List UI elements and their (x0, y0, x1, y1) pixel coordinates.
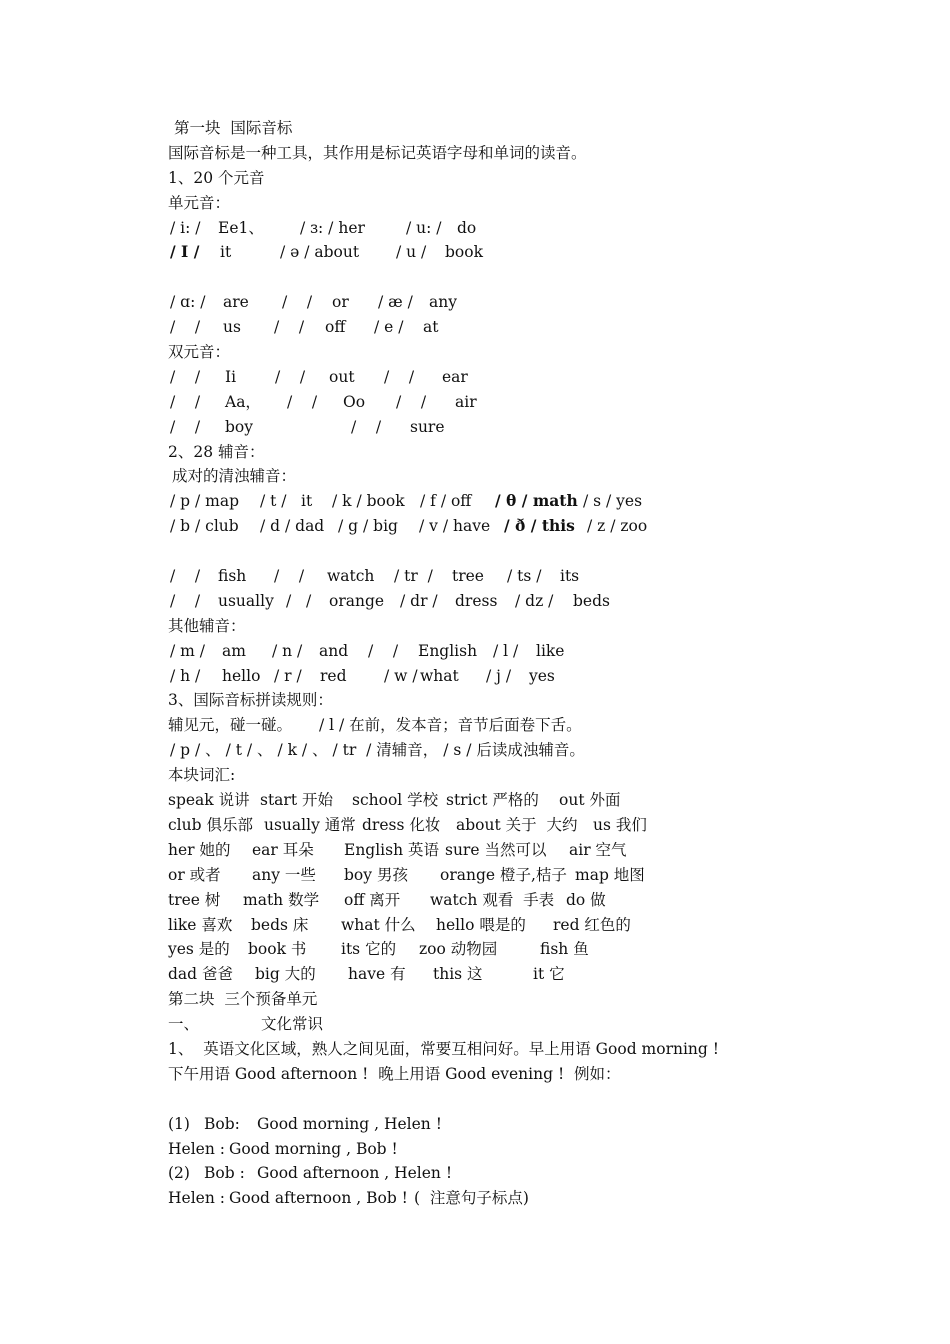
text-segment: like 喜欢 (168, 915, 233, 934)
text-segment: usually (218, 591, 274, 610)
text-line (168, 514, 928, 539)
text-line (168, 216, 928, 241)
text-segment: air 空气 (569, 840, 627, 859)
text-line (168, 913, 928, 938)
text-segment: 双元音： (168, 343, 231, 362)
text-segment: sure 当然可以 (445, 840, 547, 859)
document-body (168, 116, 928, 1211)
text-line (168, 688, 928, 713)
text-line (168, 116, 928, 141)
text-segment: / / (275, 367, 306, 386)
text-line (168, 838, 928, 863)
text-segment: / / (282, 293, 313, 312)
text-segment: dress (455, 591, 498, 610)
text-line (168, 937, 928, 962)
text-segment: beds (573, 591, 610, 610)
text-line (168, 664, 928, 689)
text-segment: it 它 (533, 965, 565, 984)
text-line (168, 962, 928, 987)
text-segment: like (536, 641, 565, 660)
text-segment: / I / (170, 242, 200, 262)
text-segment: / / (287, 392, 318, 411)
text-segment: strict 严格的 (446, 791, 539, 810)
text-segment: / w / (384, 666, 418, 685)
text-segment: Good afternoon , Bob ! (229, 1189, 408, 1208)
text-segment: / u / (396, 243, 427, 262)
text-segment: sure (410, 417, 445, 436)
text-line (168, 713, 928, 738)
text-line (168, 564, 928, 589)
text-segment: / æ / (378, 293, 413, 312)
text-segment: dress 化妆 (362, 815, 441, 834)
text-segment: us (223, 318, 241, 337)
text-segment: / / (274, 567, 305, 586)
text-line (168, 440, 928, 465)
text-line (168, 365, 928, 390)
text-line (168, 863, 928, 888)
text-line (168, 464, 928, 489)
text-segment: / / (274, 318, 305, 337)
text-segment: Helen : (168, 1189, 225, 1208)
text-segment: / s / yes (583, 492, 643, 511)
text-segment: zoo 动物园 (419, 940, 498, 959)
text-segment: yes 是的 (168, 940, 230, 959)
text-segment: Aa， (225, 392, 261, 411)
text-segment: / d / dad (260, 517, 325, 536)
text-segment: fish (218, 567, 247, 586)
text-segment: out (329, 367, 355, 386)
text-segment: / / (170, 392, 201, 411)
text-segment: any 一些 (252, 865, 316, 884)
text-segment: / / (170, 591, 201, 610)
text-segment: / / (351, 417, 382, 436)
text-segment: 第二块 三个预备单元 (168, 990, 318, 1009)
text-segment: / m / (170, 641, 205, 660)
text-line (168, 539, 928, 564)
text-segment: / v / have (419, 517, 491, 536)
text-segment: / i: / (170, 218, 201, 237)
text-segment: off 离开 (344, 890, 401, 909)
text-segment: 成对的清浊辅音： (172, 467, 297, 486)
text-segment: hello 喂是的 (436, 915, 526, 934)
text-segment: yes (529, 666, 555, 685)
text-line (168, 489, 928, 514)
text-segment: 下午用语 Good afternoon ! 晚上用语 Good evening ! 例如： (168, 1064, 621, 1083)
text-segment: Ii (225, 367, 237, 386)
text-segment: / l / (493, 641, 519, 660)
text-segment: it (301, 492, 313, 511)
text-segment: 其他辅音： (168, 616, 246, 635)
text-line (168, 340, 928, 365)
text-segment: 第一块 国际音标 (174, 119, 293, 137)
text-segment: / / (170, 367, 201, 386)
text-segment: 2、28 辅音： (168, 442, 265, 461)
text-segment: / ɑ: / (170, 293, 206, 312)
text-segment: watch (327, 567, 375, 586)
text-segment: 本块词汇: (168, 766, 236, 785)
text-segment: English (418, 641, 478, 660)
text-segment: watch 观看 手表 (430, 890, 555, 909)
text-segment: do (457, 218, 477, 237)
text-segment: tree (452, 567, 484, 586)
text-segment: / dr / (400, 591, 438, 610)
text-line (168, 390, 928, 415)
text-line (168, 1161, 928, 1186)
text-line (168, 141, 928, 166)
text-segment: / / (368, 641, 399, 660)
text-segment: book 书 (248, 940, 307, 959)
text-segment: fish 鱼 (540, 940, 589, 959)
text-segment: / / (384, 367, 415, 386)
text-segment: Bob: (204, 1114, 240, 1133)
text-segment: / / (170, 318, 201, 337)
text-line (168, 290, 928, 315)
text-line (168, 1012, 928, 1037)
text-segment: / t / (260, 492, 287, 511)
text-segment: orange 橙子,桔子 (440, 865, 567, 884)
text-segment: boy (225, 417, 254, 436)
text-segment: am (222, 641, 246, 660)
text-segment: tree 树 (168, 890, 221, 909)
text-segment: school 学校 (352, 791, 439, 810)
text-segment: 一、 (168, 1015, 200, 1034)
text-segment: / b / club (170, 517, 239, 536)
text-segment: are (223, 293, 249, 312)
text-line (168, 589, 928, 614)
text-segment: / j / (486, 666, 512, 685)
text-segment: air (455, 392, 477, 411)
text-segment: / θ / math (495, 491, 578, 511)
text-segment: book (445, 243, 483, 262)
text-segment: hello (222, 666, 261, 685)
text-segment: red (320, 666, 347, 685)
text-segment: Oo (343, 392, 366, 411)
text-segment: / z / zoo (587, 517, 648, 536)
text-segment: / / (396, 392, 427, 411)
text-line (168, 166, 928, 191)
text-line (168, 1037, 928, 1062)
text-segment: 单元音： (168, 193, 231, 212)
text-segment: / n / (272, 641, 303, 660)
text-line (168, 639, 928, 664)
text-segment: 国际音标是一种工具，其作用是标记英语字母和单词的读音。 (168, 143, 587, 162)
text-segment: out 外面 (559, 791, 621, 810)
text-segment: map 地图 (575, 865, 645, 884)
text-segment: it (220, 243, 232, 262)
text-segment: (1) (168, 1114, 190, 1133)
text-segment: 文化常识 (261, 1015, 324, 1034)
text-segment: start 开始 (260, 791, 333, 810)
text-segment: usually 通常 (264, 815, 356, 834)
text-segment: Helen : (168, 1139, 225, 1158)
text-segment: / r / (274, 666, 302, 685)
text-segment: its (560, 567, 580, 586)
text-segment: about 关于 大约 (456, 815, 578, 834)
text-segment: Ee1、 (218, 218, 264, 237)
text-line (168, 240, 928, 265)
text-line (168, 614, 928, 639)
text-segment: / / (170, 567, 201, 586)
text-segment: / h / (170, 666, 201, 685)
text-segment: what (420, 666, 459, 685)
text-line (168, 1062, 928, 1087)
text-segment: at (423, 318, 439, 337)
text-segment: off (325, 318, 346, 337)
text-segment: club 俱乐部 (168, 815, 253, 834)
text-segment: beds 床 (251, 915, 309, 934)
text-line (168, 1112, 928, 1137)
text-segment: / / (286, 591, 312, 610)
text-segment: or 或者 (168, 865, 221, 884)
text-segment: math 数学 (243, 890, 320, 909)
text-segment: / g / big (338, 517, 398, 536)
text-segment: / ts / (507, 567, 542, 586)
text-segment: / l / 在前，发本音；音节后面卷下舌。 (319, 716, 582, 735)
text-segment: / dz / (515, 591, 554, 610)
text-segment: or (332, 293, 349, 312)
text-segment: this 这 (433, 965, 483, 984)
text-segment: any (429, 293, 457, 312)
text-segment: Bob : (204, 1164, 245, 1183)
text-line (168, 1087, 928, 1112)
text-segment: 辅见元，碰一碰。 (168, 716, 293, 735)
text-segment: 1、20 个元音 (168, 168, 265, 187)
text-segment: / ð / this (504, 516, 575, 536)
text-segment: 3、国际音标拼读规则： (168, 691, 333, 710)
text-line (168, 813, 928, 838)
text-line (168, 415, 928, 440)
text-line (168, 265, 928, 290)
text-segment: her 她的 (168, 840, 231, 859)
text-segment: (2) (168, 1164, 190, 1183)
text-segment: big 大的 (255, 965, 316, 984)
text-segment: us 我们 (593, 815, 647, 834)
text-segment: Good morning , Helen ! (257, 1114, 442, 1133)
text-segment: 1、 英语文化区域，熟人之间见面，常要互相问好。早上用语 Good morning ! (168, 1039, 719, 1058)
text-segment: ear (442, 367, 468, 386)
text-segment: / p / map (170, 492, 240, 511)
text-segment: / ɜ: / her (300, 218, 365, 237)
text-segment: red 红色的 (553, 915, 631, 934)
text-segment: / tr / (394, 567, 433, 586)
text-segment: its 它的 (341, 940, 397, 959)
text-line (168, 788, 928, 813)
text-segment: speak 说讲 (168, 791, 250, 810)
text-segment: / ə / about (280, 243, 360, 262)
text-segment: have 有 (348, 965, 406, 984)
text-line (168, 1137, 928, 1162)
text-line (168, 763, 928, 788)
text-segment: / / (170, 417, 201, 436)
text-segment: / k / book (332, 492, 405, 511)
text-line (168, 888, 928, 913)
text-segment: / f / off (420, 492, 472, 511)
text-segment: ear 耳朵 (252, 840, 314, 859)
text-segment: what 什么 (341, 915, 416, 934)
text-line (168, 738, 928, 763)
text-segment: / p / 、 / t / 、 / k / 、 / tr / 清辅音， / s / 后读成浊辅音。 (170, 741, 585, 760)
text-line (168, 191, 928, 216)
text-segment: and (319, 641, 349, 660)
text-segment: dad 爸爸 (168, 965, 234, 984)
text-segment: English 英语 (344, 840, 439, 859)
text-segment: do 做 (566, 890, 606, 909)
text-line (168, 315, 928, 340)
text-segment: orange (329, 591, 385, 610)
text-segment: / e / (374, 318, 404, 337)
text-line (168, 1186, 928, 1211)
text-segment: boy 男孩 (344, 865, 408, 884)
text-segment: / u: / (406, 218, 442, 237)
text-line (168, 987, 928, 1012)
text-segment: Good morning , Bob ! (229, 1139, 398, 1158)
text-segment: ( 注意句子标点) (414, 1189, 529, 1208)
text-segment: Good afternoon , Helen ! (257, 1164, 453, 1183)
